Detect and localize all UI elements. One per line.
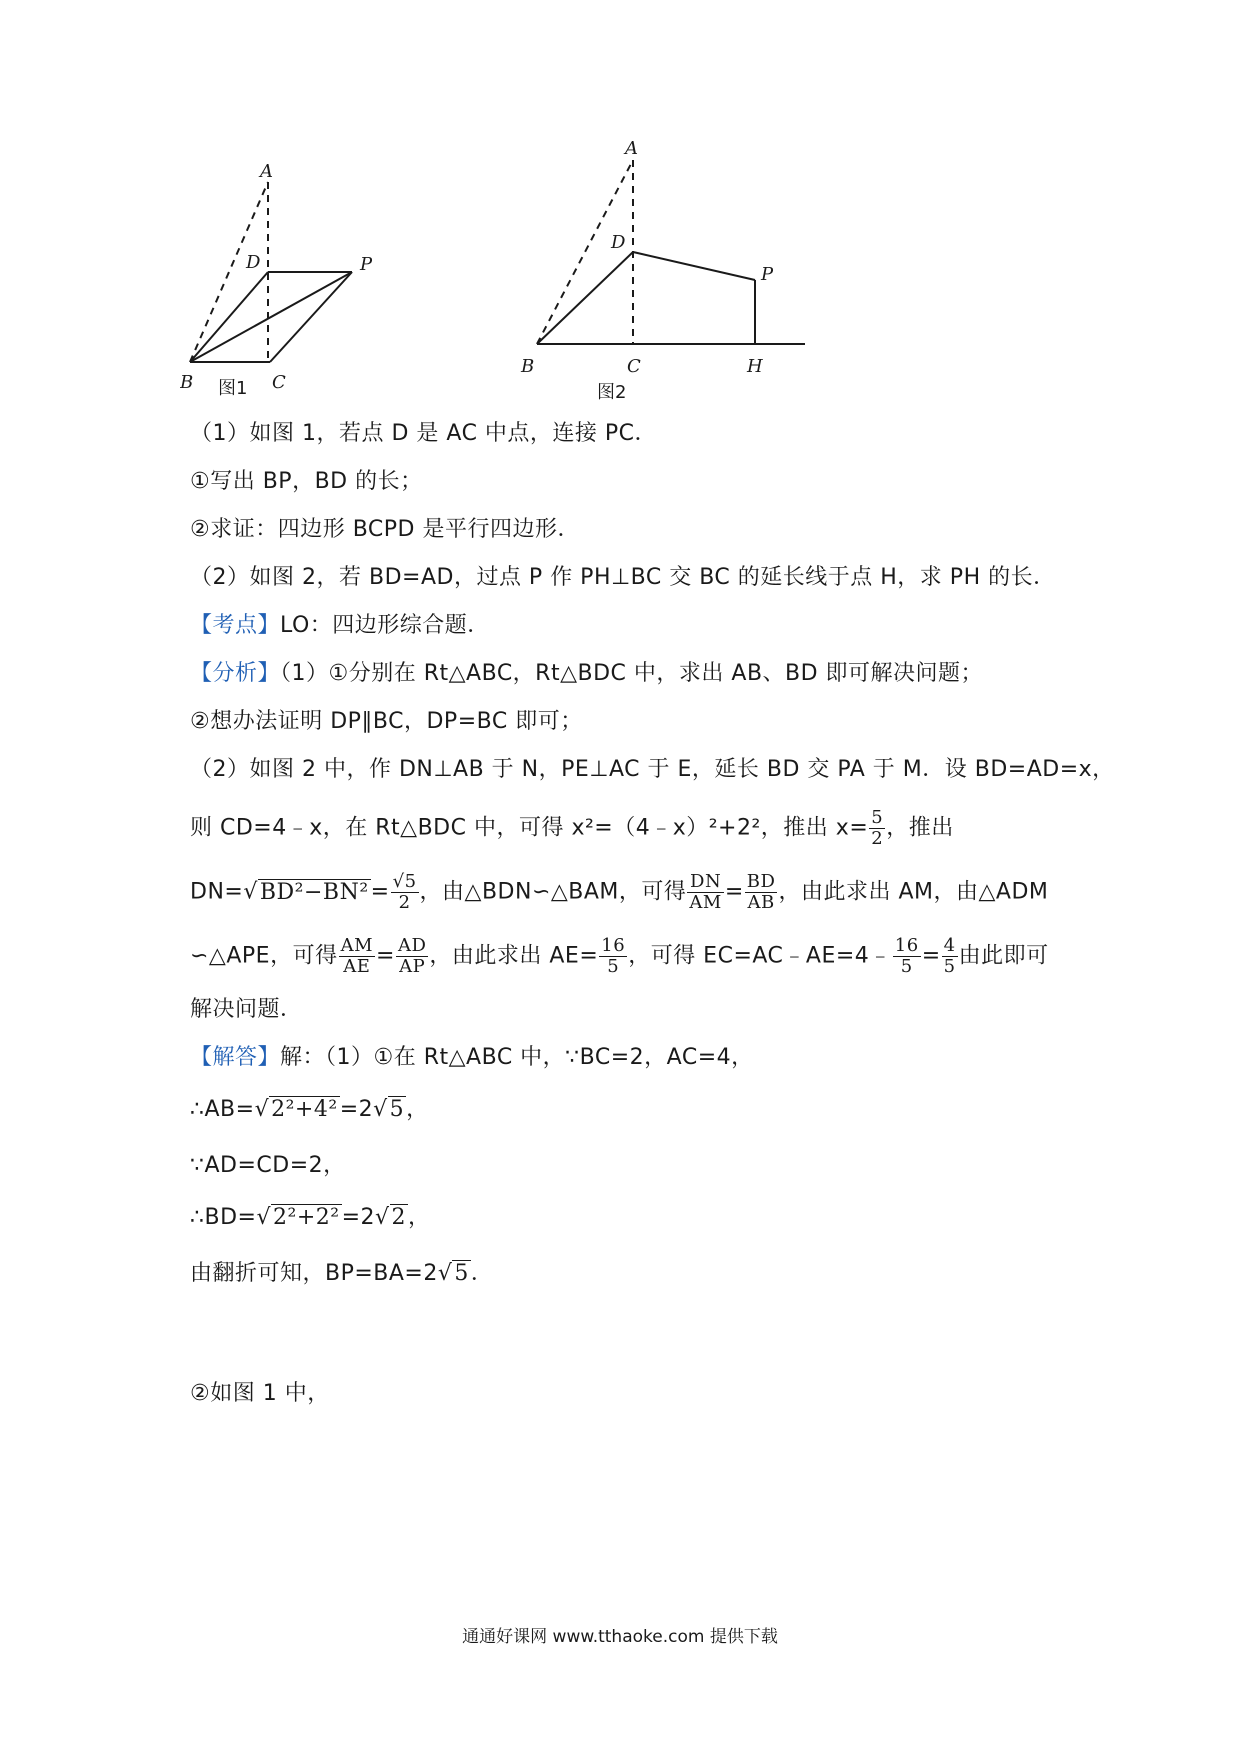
analysis-text-4a: 则 CD=4﹣x，在 Rt△BDC 中，可得 x²=（4﹣x）²+2²，推出 x= [190,815,869,841]
equals-sign: = [724,879,744,905]
sqrt-sign: √ [254,1097,270,1122]
solution-text-5a: 由翻折可知，BP=BA=2 [190,1261,438,1286]
analysis-line-6 [190,936,1049,977]
sqrt-sign: √ [375,1205,390,1230]
point-d-label: D [246,252,261,273]
fraction-ec-2: $\frac{4}{5}$ [943,935,956,977]
analysis-line-1 [190,658,983,690]
bd-radicand: 2²+2² [273,1205,340,1230]
analysis-line-3: （2）如图 2 中，作 DN⊥AB 于 N，PE⊥AC 于 E，延长 BD 交 PA 于 M．设 BD=AD=x， [190,757,1115,782]
figure-1 [180,140,450,400]
knowledge-point [190,610,490,642]
fraction-dn: $\frac{√5}{2}$ [392,871,417,913]
segment-bp [190,272,352,362]
segment-bd [190,272,268,362]
solution-text-4a: ∴BD= [190,1205,257,1230]
point-d-label: D [611,232,626,253]
knowledge-point-tag: 【考点】 [190,613,281,638]
solution-text-2a: ∴AB= [190,1097,255,1122]
solution-line-1 [190,1042,754,1074]
knowledge-point-text: LO：四边形综合题． [280,613,490,638]
sqrt-sign: √ [256,1205,271,1230]
fraction-bd-ab: $\frac{BD}{AB}$ [746,871,776,913]
solution-text-2c: ， [406,1097,429,1122]
segment-bd [537,252,633,344]
sqrt-sign: √ [437,1261,453,1286]
analysis-text-6a: ∽△APE，可得 [190,943,338,969]
point-h-label: H [747,356,763,377]
point-p-label: P [360,254,373,275]
solution-line-5 [190,1258,493,1290]
fraction-ae: $\frac{16}{5}$ [601,935,626,977]
question-1: （1）如图 1，若点 D 是 AC 中点，连接 PC． [190,421,658,446]
solution-tag: 【解答】 [190,1045,281,1070]
solution-line-2 [190,1094,429,1126]
ab-radicand: 2²+4² [271,1097,338,1122]
fraction-am-ae: $\frac{AM}{AE}$ [340,935,374,977]
figure-2 [515,140,815,410]
fraction-dn-am: $\frac{DN}{AM}$ [689,871,722,913]
point-p-label: P [761,264,774,285]
analysis-text-1: （1）①分别在 Rt△ABC，Rt△BDC 中，求出 AB、BD 即可解决问题； [280,661,984,686]
point-a-label: A [625,140,638,159]
analysis-text-5c: ，由△BDN∽△BAM，可得 [419,879,687,905]
dn-radicand: BD²−BN² [259,879,369,905]
segment-dp [633,252,755,280]
figure-1-caption: 图1 [218,378,248,399]
bp-root: 5 [454,1261,469,1286]
analysis-text-6f: 由此即可 [958,943,1049,969]
solution-line-3: ∵AD=CD=2， [190,1153,346,1178]
solution-text-2b: =2 [339,1097,374,1122]
analysis-text-5e: ，由此求出 AM，由△ADM [778,879,1049,905]
point-b-label: B [521,356,535,377]
equals-sign: = [921,943,941,969]
analysis-tag: 【分析】 [190,661,281,686]
sqrt-sign: √ [243,879,258,905]
question-1-part-2: ②求证：四边形 BCPD 是平行四边形． [190,517,580,542]
sqrt-sign: √ [373,1097,388,1122]
analysis-line-5 [190,872,1048,913]
analysis-line-2: ②想办法证明 DP∥BC，DP=BC 即可； [190,709,583,734]
figure-2-caption: 图2 [597,382,627,403]
question-1-part-1: ①写出 BP，BD 的长； [190,469,423,494]
fraction-ec-1: $\frac{16}{5}$ [894,935,919,977]
solution-text-5b: ． [470,1261,494,1286]
point-a-label: A [260,161,273,182]
analysis-line-4 [190,808,954,849]
solution-text-4b: =2 [341,1205,376,1230]
analysis-text-5a: DN= [190,879,244,905]
bd-root: 2 [391,1205,407,1230]
ab-root: 5 [389,1097,405,1122]
point-c-label: C [627,356,641,377]
solution-text-4c: ， [408,1205,431,1230]
analysis-text-6d: ，可得 EC=AC﹣AE=4﹣ [628,943,892,969]
equals-sign: = [376,943,395,969]
analysis-text-4b: ，推出 [886,815,954,841]
solution-line-4 [190,1202,431,1234]
analysis-text-6c: ，由此求出 AE= [429,943,599,969]
fraction-x: $\frac{5}{2}$ [871,807,884,849]
solution-line-6: ②如图 1 中， [190,1381,330,1406]
question-2: （2）如图 2，若 BD=AD，过点 P 作 PH⊥BC 交 BC 的延长线于点 H，求 PH 的长． [190,565,1056,590]
segment-cp [270,272,352,362]
solution-text-1: 解：（1）①在 Rt△ABC 中，∵BC=2，AC=4， [280,1045,754,1070]
point-b-label: B [180,372,194,393]
fraction-ad-ap: $\frac{AD}{AP}$ [397,935,427,977]
analysis-line-7: 解决问题． [190,997,303,1022]
page-footer: 通通好课网 www.tthaoke.com 提供下载 [462,1627,778,1647]
equals-sign: = [370,879,390,905]
point-c-label: C [272,372,286,393]
